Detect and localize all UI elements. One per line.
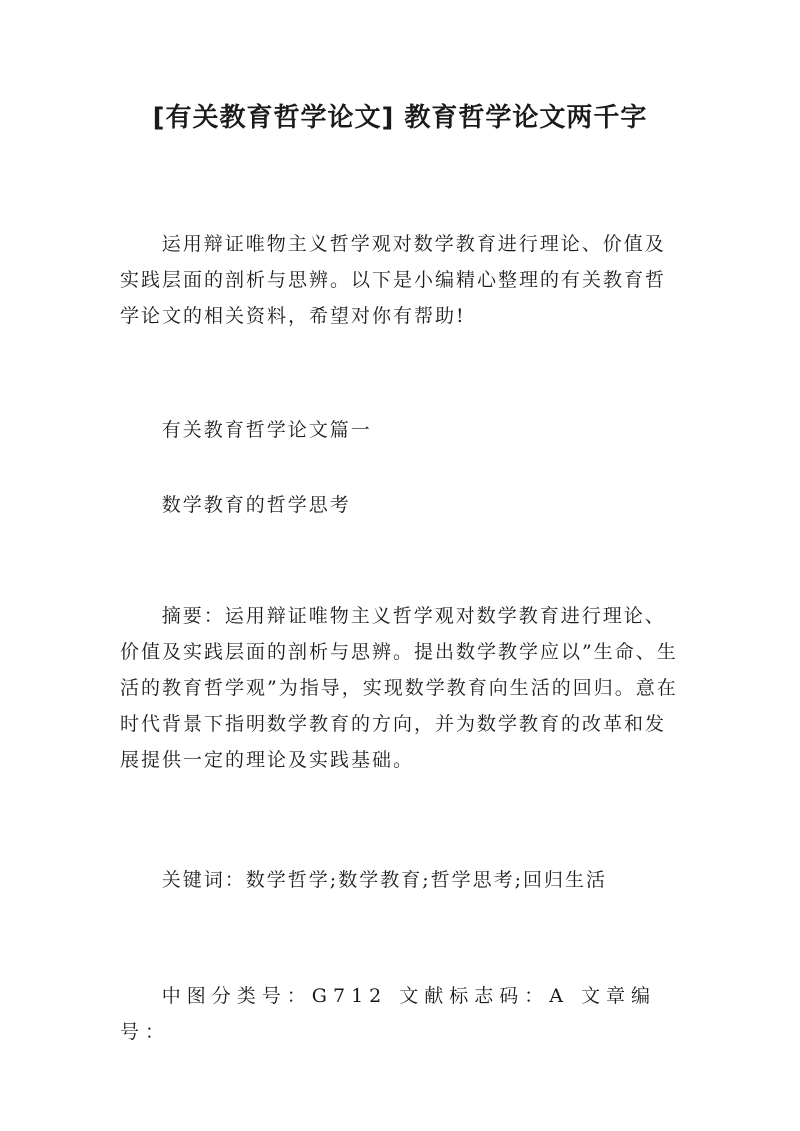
document-title: [有关教育哲学论文] 教育哲学论文两千字: [152, 103, 648, 133]
classification-line: 中图分类号：G712 文献标志码：A 文章编号：: [120, 985, 657, 1043]
abstract-paragraph: 摘要：运用辩证唯物主义哲学观对数学教育进行理论、价值及实践层面的剖析与思辨。提出数学教学应以”生命、生活的教育哲学观”为指导，实现数学教育向生活的回归。意在时代背景下指明数学教育的方向，并为数学教育的改革和发展提供一定的理论及实践基础。: [120, 605, 678, 771]
keywords-line: 关键词：数学哲学;数学教育;哲学思考;回归生活: [161, 869, 608, 891]
paper-title: 数学教育的哲学思考: [161, 494, 351, 516]
section-heading: 有关教育哲学论文篇一: [161, 419, 372, 441]
intro-paragraph: 运用辩证唯物主义哲学观对数学教育进行理论、价值及实践层面的剖析与思辨。以下是小编精心整理的有关教育哲学论文的相关资料，希望对你有帮助!: [120, 233, 667, 327]
